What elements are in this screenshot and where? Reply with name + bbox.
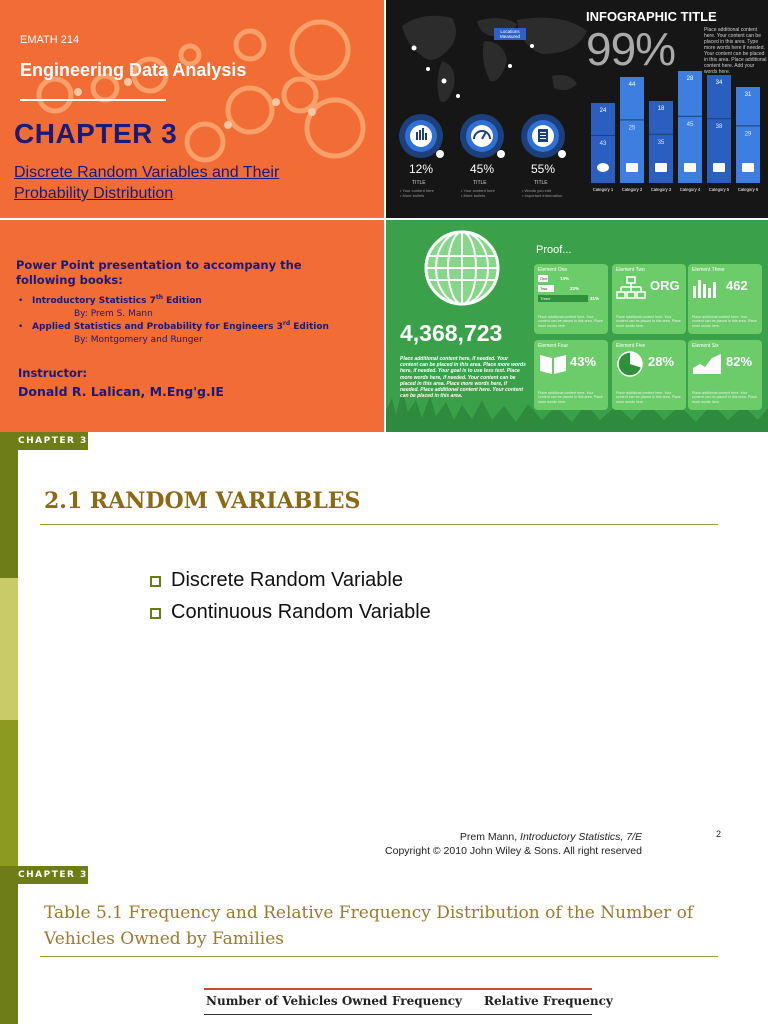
bullet-text: Discrete Random Variable	[171, 568, 403, 591]
element-box-5-text: Place additional content here. Your content can be placed in this area. Place more words here.	[616, 390, 681, 404]
book-1-title: Introductory Statistics 7	[32, 296, 156, 306]
element-one-bar-3-pct: 31%	[590, 296, 600, 301]
quad-divider-vertical	[384, 0, 386, 432]
book-2-author: By: Montgomery and Runger	[74, 335, 203, 345]
bar-divider	[678, 116, 702, 117]
bar-mid-value: 38	[715, 124, 723, 131]
element-box-1	[534, 264, 608, 334]
bar-top-value: 34	[715, 80, 723, 86]
gauge-a-percent: 12%	[408, 162, 434, 176]
bar-divider	[707, 118, 731, 119]
gauge-b-caption: TITLE	[473, 180, 487, 186]
side-strip-dark	[0, 432, 18, 578]
id-card-icon	[684, 163, 696, 172]
element-one-bar-2: Two	[538, 285, 554, 292]
credit-copyright: Copyright © 2010 John Wiley & Sons. All right reserved	[385, 845, 642, 857]
element-box-5	[612, 340, 686, 410]
chapter-tag: CHAPTER 3	[18, 436, 88, 446]
bar-divider	[591, 135, 615, 136]
bar-category-label: Category 6	[737, 187, 759, 192]
pie-chart-icon	[616, 350, 644, 378]
bar-category-label: Category 2	[621, 187, 643, 192]
intro-slide	[0, 220, 384, 432]
bar-top-value: 28	[686, 76, 694, 82]
slide-table	[0, 866, 768, 1024]
element-box-3-value: 462	[726, 278, 748, 293]
element-box-4	[534, 340, 608, 410]
gauge-a-note: • Your content here • More bullets	[400, 188, 434, 198]
big-number: 4,368,723	[400, 320, 503, 346]
book-2-tail: Edition	[290, 322, 329, 332]
element-box-2	[612, 264, 686, 334]
book-2-title: Applied Statistics and Probability for Engineers 3	[32, 322, 283, 332]
element-box-6-head: Element Six	[692, 343, 719, 349]
course-title: Engineering Data Analysis	[20, 60, 247, 80]
side-strip-light	[0, 578, 18, 720]
globe-icon	[422, 228, 502, 308]
book-1-tail: Edition	[163, 296, 202, 306]
element-box-5-value: 28%	[648, 354, 675, 369]
bar-divider	[649, 134, 673, 135]
square-bullet-icon	[150, 576, 161, 587]
element-box-6	[688, 340, 762, 410]
element-box-2-head: Element Two	[616, 267, 645, 273]
bar-category-label: Category 3	[650, 187, 672, 192]
world-map-graphic	[392, 6, 592, 116]
infographic-note: Place additional content here. Your content can be placed in this area. Type more words here if needed. Your content can be placed in this area. Place additional content here. Add your words here.	[704, 27, 767, 75]
credit-author: Prem Mann,	[459, 831, 521, 843]
credit	[360, 830, 642, 858]
side-strip-mid	[0, 720, 18, 866]
table-header-frequency: Frequency	[392, 994, 463, 1008]
bar-mid-value: 35	[657, 139, 665, 146]
org-chart-icon	[616, 276, 646, 300]
gauge-a	[399, 114, 444, 158]
slide-random-variables	[0, 432, 768, 866]
element-box-5-head: Element Five	[616, 343, 646, 349]
cloud-icon	[655, 163, 667, 172]
open-book-icon	[538, 352, 568, 376]
bar-mid-value: 25	[628, 125, 636, 132]
element-box-4-head: Element Four	[538, 343, 569, 349]
bullet-text: Continuous Random Variable	[171, 600, 431, 623]
gauge-b	[460, 114, 505, 158]
list-item	[150, 564, 431, 596]
locations-measured-tag: Locations Measured	[494, 28, 526, 40]
element-box-4-text: Place additional content here. Your content can be placed in this area. Place more words here.	[538, 390, 603, 404]
course-code: EMATH 214	[20, 34, 80, 46]
table-header-relative-frequency: Relative Frequency	[484, 994, 613, 1008]
infographic-bar-chart	[589, 76, 761, 205]
instructor-name: Donald R. Lalican, M.Eng'g.IE	[18, 384, 224, 399]
green-paragraph: Place additional content here, if needed. Your content can be placed in this area. Place more words here, if needed. Your goal is to use less text. Place more words here, if needed. Your content can be placed in this area. Place more words here, if needed. Place additional content here. Your content can be placed in this area.	[400, 356, 526, 400]
book-entry-2	[18, 317, 368, 347]
table-top-rule	[204, 988, 592, 990]
title-divider	[40, 524, 718, 525]
chapter-label: CHAPTER 3	[14, 118, 178, 149]
infographic-dark-slide	[386, 0, 768, 218]
infographic-green-slide	[386, 220, 768, 432]
square-bullet-icon	[150, 608, 161, 619]
book-2-sup: rd	[282, 320, 291, 327]
credit-book: Introductory Statistics, 7/E	[520, 831, 642, 843]
table-header-rule	[204, 1014, 592, 1015]
element-box-1-text: Place additional content here. Your content can be placed in this area. Place more words here.	[538, 314, 603, 328]
element-box-3	[688, 264, 762, 334]
element-box-4-value: 43%	[570, 354, 597, 369]
monitor-icon	[742, 163, 754, 172]
chapter-subtitle[interactable]: Discrete Random Variables and Their Probability Distribution	[14, 164, 280, 202]
infographic-big-percent: 99%	[586, 23, 676, 75]
bar-divider	[736, 125, 760, 126]
gauge-c-percent: 55%	[530, 162, 556, 176]
bar-category-label: Category 5	[708, 187, 730, 192]
bar-mid-value: 43	[599, 141, 607, 147]
infographic-title: INFOGRAPHIC TITLE	[586, 9, 717, 24]
element-box-3-text: Place additional content here. Your content can be placed in this area. Place more words here.	[692, 314, 757, 328]
bar-top-value: 18	[657, 106, 665, 112]
element-one-bar-1: One	[540, 276, 548, 281]
gauge-a-caption: TITLE	[412, 180, 426, 186]
instructor-label: Instructor:	[18, 366, 88, 380]
bullet-marker: •	[18, 296, 24, 306]
bar-divider	[620, 119, 644, 120]
element-box-2-value: ORG	[650, 278, 680, 293]
laptop-icon	[713, 163, 725, 172]
bar-mid-value: 29	[744, 131, 752, 138]
bar-top-value: 24	[599, 108, 607, 114]
table-header-vehicles: Number of Vehicles Owned	[206, 994, 388, 1008]
book-1-author: By: Prem S. Mann	[74, 309, 153, 319]
page-number: 2	[716, 829, 722, 839]
bar-mid-value: 45	[686, 121, 694, 128]
gauge-c-note: • Words you edit • Important information	[522, 188, 563, 198]
proof-label: Proof...	[536, 244, 572, 256]
element-box-3-head: Element Three	[692, 267, 725, 273]
title-slide	[0, 0, 384, 218]
title-divider	[40, 956, 718, 957]
gauge-c-caption: TITLE	[534, 180, 548, 186]
element-box-1-head: Element One	[538, 267, 568, 273]
list-item	[150, 596, 431, 628]
gauge-b-percent: 45%	[469, 162, 495, 176]
quad-divider-horizontal	[0, 218, 768, 220]
bar-category-label: Category 4	[679, 187, 701, 192]
bar-top-value: 31	[744, 92, 752, 98]
element-one-bar-1-pct: 14%	[560, 276, 570, 281]
title-underline	[20, 99, 166, 101]
side-strip-dark	[0, 866, 18, 1024]
gauge-b-note: • Your content here • More bullets	[461, 188, 495, 198]
bullet-list	[150, 564, 431, 628]
column-chart-icon	[692, 276, 722, 300]
book-1-sup: th	[155, 294, 164, 301]
slide-title: 2.1 RANDOM VARIABLES	[44, 488, 361, 514]
slide-title: Table 5.1 Frequency and Relative Frequency Distribution of the Number of Vehicles Owned by Families	[44, 903, 694, 949]
area-chart-icon	[692, 352, 722, 376]
element-one-bar-2-pct: 22%	[570, 286, 580, 291]
bullet-marker: •	[18, 322, 24, 332]
gauge-c	[521, 114, 566, 158]
element-box-2-text: Place additional content here. Your content can be placed in this area. Place more words here.	[616, 314, 681, 328]
bar-category-label: Category 1	[592, 187, 614, 192]
element-one-bar-3: Three	[538, 295, 588, 302]
book-icon	[626, 163, 638, 172]
chapter-tag: CHAPTER 3	[18, 870, 88, 880]
element-box-6-text: Place additional content here. Your content can be placed in this area. Place more words here.	[692, 390, 757, 404]
bar-top-value: 44	[628, 82, 636, 88]
element-box-6-value: 82%	[726, 354, 753, 369]
intro-text: Power Point presentation to accompany the following books:	[16, 258, 302, 287]
globe-icon	[597, 163, 609, 172]
